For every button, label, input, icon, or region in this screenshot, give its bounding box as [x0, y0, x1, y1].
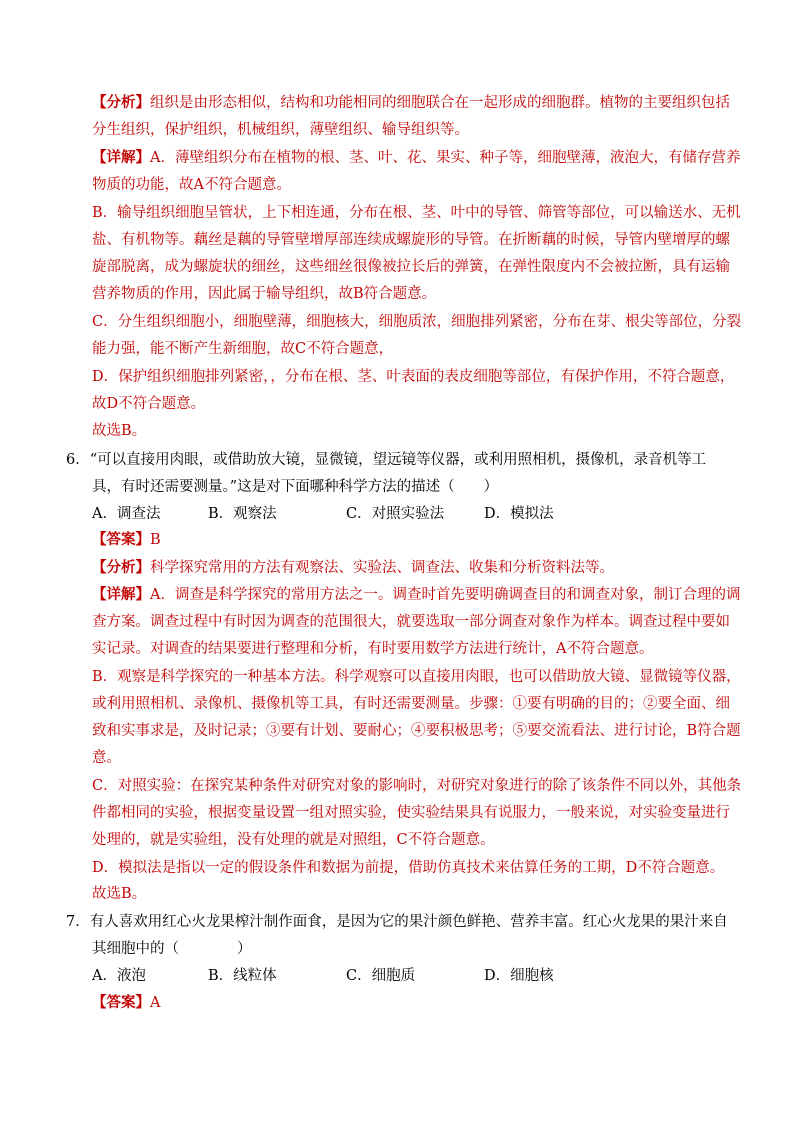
q5-detail-c-line-2: 能力强，能不断产生新细胞，故C不符合题意，: [92, 341, 394, 357]
q6-detail-b-line-1: B．观察是科学探究的一种基本方法。科学观察可以直接用肉眼，也可以借助放大镜、显微镜等仪器，: [92, 669, 741, 685]
q6-detail-a-line-3: 实记录。对调查的结果要进行整理和分析，有时要用数学方法进行统计，A不符合题意。: [92, 641, 654, 657]
q5-analysis-line-2: 分生组织，保护组织，机械组织，薄壁组织、输导组织等。: [92, 122, 469, 138]
detail-tag: 【详解】: [92, 586, 150, 603]
detail-text: A．调查是科学探究的常用方法之一。调查时首先要明确调查目的和调查对象，制订合理的调: [150, 587, 741, 603]
q6-detail-b-line-4: 意。: [92, 750, 121, 766]
detail-text: A．薄壁组织分布在植物的根、茎、叶、花、果实、种子等，细胞壁薄，液泡大，有储存营养: [150, 150, 741, 166]
answer-tag: 【答案】: [92, 994, 150, 1011]
q5-detail-c-line-1: C．分生组织细胞小，细胞壁薄，细胞核大，细胞质浓，细胞排列紧密，分布在芽、根尖等部位，分裂: [92, 314, 742, 330]
q6-option-d: D．模拟法: [484, 506, 554, 522]
q7-stem-line-2: 其细胞中的（ ）: [92, 941, 252, 957]
answer-value: A: [150, 995, 161, 1011]
q6-detail-a-line-2: 查方案。调查过程中有时因为调查的范围很大，就要选取一部分调查对象作为样本。调查过程中要如: [92, 614, 730, 630]
q5-detail-b-line-2: 盐、有机物等。藕丝是藕的导管壁增厚部连续成螺旋形的导管。在折断藕的时候，导管内壁增厚的螺: [92, 232, 730, 248]
q5-detail-a-line-2: 物质的功能，故A不符合题意。: [92, 177, 291, 193]
q6-detail-a-line-1: [92, 585, 740, 605]
q5-conclusion: 故选B。: [92, 423, 147, 439]
q6-stem-line-1: 6．“可以直接用肉眼，或借助放大镜，显微镜，望远镜等仪器，或利用照相机，摄像机，录音机等工: [66, 452, 707, 468]
q6-conclusion: 故选B。: [92, 886, 147, 902]
q6-detail-c-line-2: 件都相同的实验，根据变量设置一组对照实验，使实验结果具有说服力，一般来说，对实验变量进行: [92, 805, 730, 821]
q6-option-a: A．调查法: [92, 506, 161, 522]
q6-analysis: [92, 558, 614, 578]
q6-stem-line-2: 具，有时还需要测量。”这是对下面哪种科学方法的描述（ ）: [92, 479, 499, 495]
q7-option-d: D．细胞核: [484, 968, 554, 984]
detail-tag: 【详解】: [92, 149, 150, 166]
q6-detail-b-line-2: 或利用照相机、录像机、摄像机等工具，有时还需要测量。步骤：①要有明确的目的；②要全面、细: [92, 696, 730, 712]
q6-detail-c-line-3: 处理的，就是实验组，没有处理的就是对照组，C不符合题意。: [92, 832, 495, 848]
answer-tag: 【答案】: [92, 531, 150, 548]
q7-option-a: A．液泡: [92, 968, 146, 984]
q6-detail-c-line-1: C．对照实验：在探究某种条件对研究对象的影响时，对研究对象进行的除了该条件不同以外，其他条: [92, 778, 742, 794]
q6-detail-b-line-3: 致和实事求是，及时记录；③要有计划、要耐心；④要积极思考；⑤要交流看法、进行讨论，B符合题: [92, 723, 741, 739]
q5-detail-d-line-1: D．保护组织细胞排列紧密，，分布在根、茎、叶表面的表皮细胞等部位，有保护作用，不符合题意，: [92, 369, 735, 385]
q6-answer: [92, 530, 161, 550]
analysis-text: 科学探究常用的方法有观察法、实验法、调查法、收集和分析资料法等。: [150, 560, 614, 576]
q5-analysis-line-1: [92, 93, 730, 113]
q6-option-c: C．对照实验法: [346, 506, 445, 522]
q5-detail-b-line-3: 旋部脱离，成为螺旋状的细丝，这些细丝很像被拉长后的弹簧，在弹性限度内不会被拉断，具有运输: [92, 259, 730, 275]
q5-detail-b-line-4: 营养物质的作用，因此属于输导组织，故B符合题意。: [92, 286, 437, 302]
q5-detail-b-line-1: B．输导组织细胞呈管状，上下相连通，分布在根、茎、叶中的导管、筛管等部位，可以输送水、无机: [92, 205, 741, 221]
analysis-tag: 【分析】: [92, 94, 150, 111]
q7-answer: [92, 993, 160, 1013]
analysis-text: 组织是由形态相似，结构和功能相同的细胞联合在一起形成的细胞群。植物的主要组织包括: [150, 95, 730, 111]
q6-detail-d: D．模拟法是指以一定的假设条件和数据为前提，借助仿真技术来估算任务的工期，D不符合题意。: [92, 860, 725, 876]
answer-value: B: [150, 532, 161, 548]
analysis-tag: 【分析】: [92, 559, 150, 576]
q7-stem-line-1: 7．有人喜欢用红心火龙果榨汁制作面食，是因为它的果汁颜色鲜艳、营养丰富。红心火龙果的果汁来自: [66, 914, 728, 930]
q5-detail-a-line-1: [92, 148, 740, 168]
q7-option-c: C．细胞质: [346, 968, 416, 984]
q5-detail-d-line-2: 故D不符合题意。: [92, 396, 206, 412]
q6-option-b: B．观察法: [208, 506, 277, 522]
q7-option-b: B．线粒体: [208, 968, 277, 984]
